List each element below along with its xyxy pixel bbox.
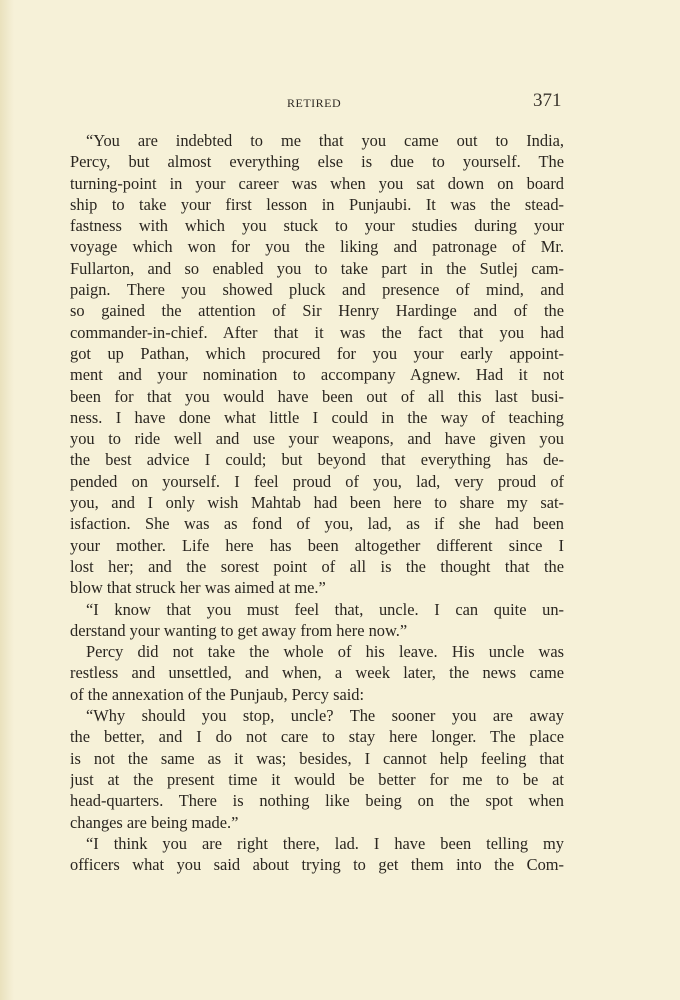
text-line: got up Pathan, which procured for you your early appoint- <box>70 343 564 363</box>
text-line: restless and unsettled, and when, a week later, the news came <box>70 663 564 683</box>
text-line: ship to take your first lesson in Punjaubi. It was the stead- <box>70 194 564 214</box>
text-line: lost her; and the sorest point of all is the thought that the <box>70 556 564 576</box>
text-line: derstand your wanting to get away from here now.” <box>70 620 408 640</box>
text-line: is not the same as it was; besides, I cannot help feeling that <box>70 748 564 768</box>
text-line: you, and I only wish Mahtab had been here to share my sat- <box>70 493 564 513</box>
text-line: the better, and I do not care to stay here longer. The place <box>70 727 564 747</box>
text-line: of the annexation of the Punjaub, Percy said: <box>70 684 365 704</box>
text-line: ment and your nomination to accompany Agnew. Had it not <box>70 365 564 385</box>
text-line: the best advice I could; but beyond that everything has de- <box>70 450 564 470</box>
running-head: RETIRED <box>287 96 342 110</box>
text-line: so gained the attention of Sir Henry Hardinge and of the <box>70 301 564 321</box>
text-line: “Why should you stop, uncle? The sooner you are away <box>86 706 564 726</box>
text-line: blow that struck her was aimed at me.” <box>70 578 326 598</box>
text-line: “You are indebted to me that you came out to India, <box>86 131 564 150</box>
text-line: been for that you would have been out of all this last busi- <box>70 386 564 406</box>
text-line: just at the present time it would be better for me to be at <box>70 769 564 789</box>
text-line: voyage which won for you the liking and patronage of Mr. <box>70 237 564 257</box>
text-line: ness. I have done what little I could in the way of teaching <box>70 407 564 427</box>
text-line: “I know that you must feel that, uncle. I can quite un- <box>86 599 564 619</box>
text-line: Fullarton, and so enabled you to take part in the Sutlej cam- <box>70 258 564 278</box>
text-line: Percy did not take the whole of his leave. His uncle was <box>86 642 564 662</box>
text-line: officers what you said about trying to get them into the Com- <box>70 855 564 875</box>
text-line: your mother. Life here has been altogether different since I <box>70 535 564 555</box>
text-line: Percy, but almost everything else is due to yourself. The <box>70 152 564 172</box>
text-line: head-quarters. There is nothing like being on the spot when <box>70 791 564 811</box>
text-line: turning-point in your career was when you sat down on board <box>70 173 564 193</box>
text-line: commander-in-chief. After that it was the fact that you had <box>70 322 564 342</box>
page-number: 371 <box>533 90 562 111</box>
text-line: isfaction. She was as fond of you, lad, as if she had been <box>70 514 564 534</box>
text-line: “I think you are right there, lad. I have been telling my <box>86 833 564 853</box>
text-line: you to ride well and use your weapons, and have given you <box>70 429 564 449</box>
text-line: fastness with which you stuck to your studies during your <box>70 216 564 236</box>
text-line: pended on yourself. I feel proud of you, lad, very proud of <box>70 471 564 491</box>
text-line: changes are being made.” <box>70 812 239 832</box>
body-text <box>70 130 564 875</box>
text-line: paign. There you showed pluck and presence of mind, and <box>70 280 564 300</box>
